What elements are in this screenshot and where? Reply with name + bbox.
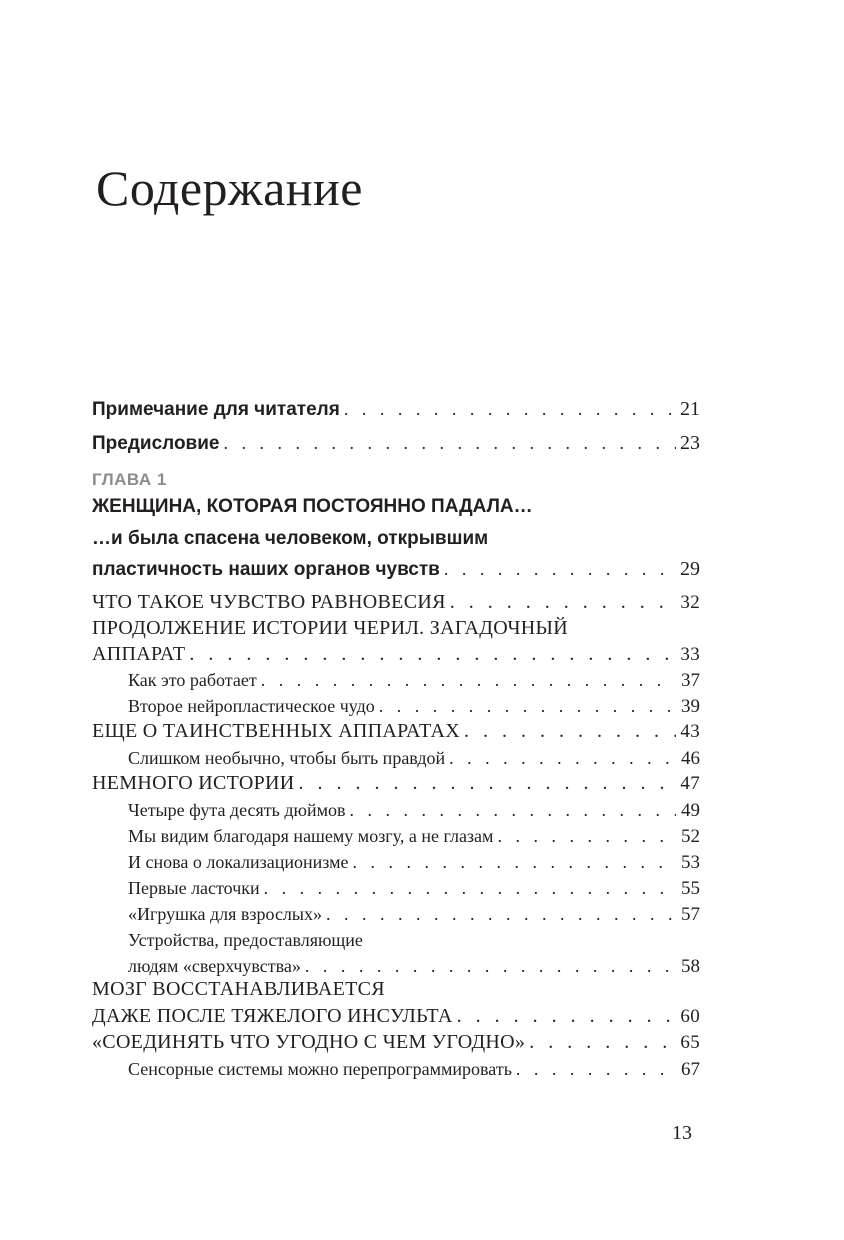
dot-leader xyxy=(301,955,676,977)
toc-entry-label: «Игрушка для взрослых» xyxy=(128,904,323,924)
toc-entry-label-line-1: МОЗГ ВОССТАНАВЛИВАЕТСЯ xyxy=(92,978,385,1000)
dot-leader xyxy=(185,642,676,666)
dot-leader xyxy=(525,1030,676,1054)
toc-entry-page: 60 xyxy=(680,1006,700,1027)
toc-entry-label: Как это работает xyxy=(128,670,257,690)
toc-entry-front-matter-1[interactable] xyxy=(92,398,700,421)
toc-entry-page: 57 xyxy=(681,904,700,925)
page-title: Содержание xyxy=(96,160,363,216)
toc-entry-page: 65 xyxy=(680,1032,700,1053)
chapter-title-line-2: …и была спасена человеком, открывшим xyxy=(92,528,489,549)
toc-entry[interactable] xyxy=(92,771,700,796)
chapter-label: ГЛАВА 1 xyxy=(92,470,167,489)
toc-entry-label: Первые ласточки xyxy=(128,878,260,898)
toc-subentry[interactable] xyxy=(128,851,700,874)
toc-entry-page: 37 xyxy=(681,670,700,691)
toc-subentry[interactable] xyxy=(128,903,700,926)
page-number: 13 xyxy=(672,1122,692,1144)
toc-entry[interactable] xyxy=(92,642,700,667)
toc-entry-label-line-1: Устройства, предоставляющие xyxy=(128,930,363,950)
toc-entry-page: 53 xyxy=(681,852,700,873)
toc-subentry[interactable] xyxy=(128,695,700,718)
toc-entry-label: Сенсорные системы можно перепрограммировать xyxy=(128,1059,512,1079)
toc-subentry[interactable] xyxy=(128,1058,700,1081)
toc-entry-label: Мы видим благодаря нашему мозгу, а не глазам xyxy=(128,826,494,846)
chapter-title-line-3: пластичность наших органов чувств xyxy=(92,559,440,580)
toc-entry-page: 52 xyxy=(681,826,700,847)
dot-leader xyxy=(348,851,676,873)
dot-leader xyxy=(295,771,676,795)
toc-entry-page: 39 xyxy=(681,696,700,717)
toc-entry-label: Предисловие xyxy=(92,433,220,454)
dot-leader xyxy=(445,747,676,769)
toc-entry-front-matter-2[interactable] xyxy=(92,432,700,455)
toc-entry-page: 46 xyxy=(681,748,700,769)
toc-subentry[interactable] xyxy=(128,799,700,822)
dot-leader xyxy=(440,558,676,580)
toc-entry-label: «СОЕДИНЯТЬ ЧТО УГОДНО С ЧЕМ УГОДНО» xyxy=(92,1031,526,1053)
toc-entry-label: Второе нейропластическое чудо xyxy=(128,696,375,716)
dot-leader xyxy=(375,695,676,717)
toc-entry-chapter-1[interactable] xyxy=(92,558,700,581)
toc-entry-page: 23 xyxy=(680,432,700,454)
toc-entry-label: Слишком необычно, чтобы быть правдой xyxy=(128,748,446,768)
toc-entry-page: 43 xyxy=(680,721,700,742)
dot-leader xyxy=(493,825,676,847)
toc-subentry[interactable] xyxy=(128,877,700,900)
toc-entry-label: ЧТО ТАКОЕ ЧУВСТВО РАВНОВЕСИЯ xyxy=(92,591,446,613)
dot-leader xyxy=(220,432,677,454)
toc-subentry[interactable] xyxy=(128,955,700,978)
dot-leader xyxy=(346,799,677,821)
toc-entry-label: ЕЩЕ О ТАИНСТВЕННЫХ АППАРАТАХ xyxy=(92,720,461,742)
dot-leader xyxy=(340,398,676,420)
dot-leader xyxy=(512,1058,676,1080)
dot-leader xyxy=(453,1004,676,1028)
toc-entry-page: 58 xyxy=(681,956,700,977)
toc-entry-page: 29 xyxy=(680,558,700,580)
toc-entry-label: И снова о локализационизме xyxy=(128,852,349,872)
toc-subentry[interactable] xyxy=(128,669,700,692)
toc-entry[interactable] xyxy=(92,719,700,744)
toc-entry-label: НЕМНОГО ИСТОРИИ xyxy=(92,772,295,794)
toc-entry-page: 32 xyxy=(680,592,700,613)
dot-leader xyxy=(322,903,676,925)
toc-entry-page: 21 xyxy=(680,398,700,420)
toc-entry-label: людям «сверхчувства» xyxy=(128,956,301,976)
toc-entry-label: ДАЖЕ ПОСЛЕ ТЯЖЕЛОГО ИНСУЛЬТА xyxy=(92,1005,453,1027)
toc-entry-page: 33 xyxy=(680,644,700,665)
toc-entry[interactable] xyxy=(92,1004,700,1029)
toc-entry-page: 47 xyxy=(680,773,700,794)
toc-entry-page: 49 xyxy=(681,800,700,821)
dot-leader xyxy=(446,590,676,614)
toc-entry[interactable] xyxy=(92,590,700,615)
toc-entry-page: 55 xyxy=(681,878,700,899)
chapter-title-line-1: ЖЕНЩИНА, КОТОРАЯ ПОСТОЯННО ПАДАЛА… xyxy=(92,496,533,517)
toc-subentry[interactable] xyxy=(128,825,700,848)
toc-entry-page: 67 xyxy=(681,1059,700,1080)
toc-entry-label: Примечание для читателя xyxy=(92,399,340,420)
dot-leader xyxy=(257,669,676,691)
toc-entry-label-line-1: ПРОДОЛЖЕНИЕ ИСТОРИИ ЧЕРИЛ. ЗАГАДОЧНЫЙ xyxy=(92,617,568,639)
toc-entry-label: АППАРАТ xyxy=(92,643,186,665)
toc-entry-label: Четыре фута десять дюймов xyxy=(128,800,346,820)
dot-leader xyxy=(460,719,676,743)
toc-subentry[interactable] xyxy=(128,747,700,770)
dot-leader xyxy=(260,877,676,899)
toc-entry[interactable] xyxy=(92,1030,700,1055)
